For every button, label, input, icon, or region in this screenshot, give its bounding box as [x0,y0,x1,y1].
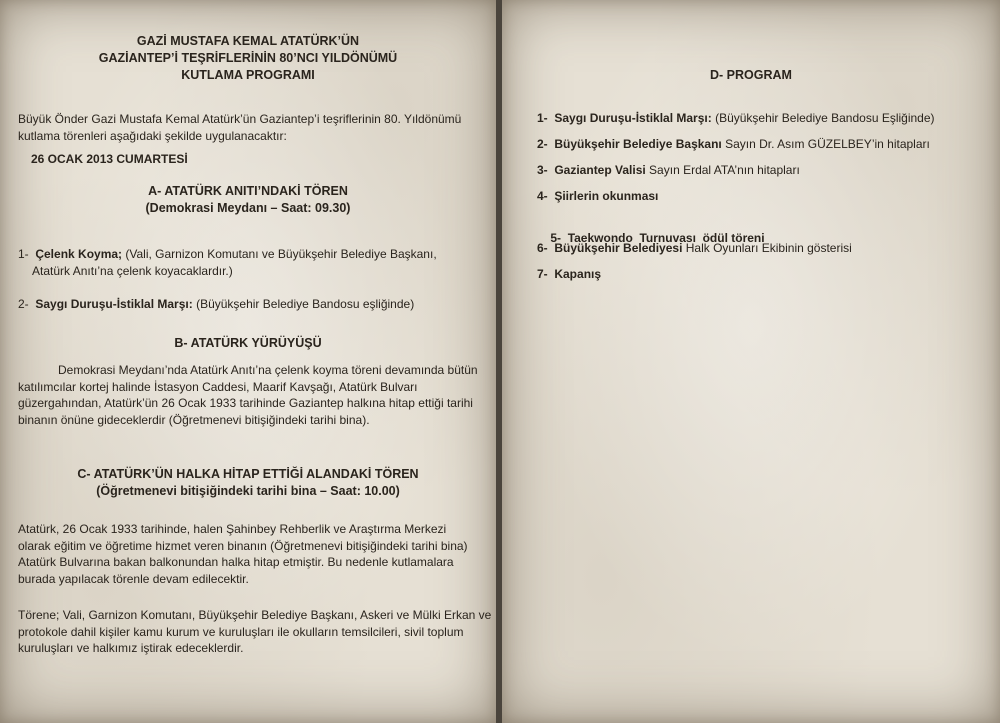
section-c-heading [30,466,466,500]
item-number: 2- [537,137,548,151]
title-line-3: KUTLAMA PROGRAMI [181,68,315,82]
section-a-subtitle: (Demokrasi Meydanı – Saat: 09.30) [145,201,351,215]
item-text: (Vali, Garnizon Komutanı ve Büyükşehir Belediye Başkanı, [122,247,437,261]
item-bold: Çelenk Koyma; [35,247,123,261]
section-b-title: B- ATATÜRK YÜRÜYÜŞÜ [174,336,322,350]
section-c-paragraph-2: Törene; Vali, Garnizon Komutanı, Büyükşehir Belediye Başkanı, Askeri ve Mülki Erkan ve protokole dahil kişiler kamu kurum ve kuruluşları ile okulların temsilcileri, sivil toplum kuruluşları ve halkımız iştirak edeceklerdir. [18,608,492,655]
section-c-subtitle: (Öğretmenevi bitişiğindeki tarihi bina – Saat: 10.00) [96,484,400,498]
item-bold: Saygı Duruşu-İstiklal Marşı: [35,297,193,311]
item-number: 4- [537,189,548,203]
item-bold: Gaziantep Valisi [554,163,646,177]
event-date: 26 OCAK 2013 CUMARTESİ [31,152,188,166]
item-bold: Şiirlerin okunması [554,189,659,203]
item-number: 5- [550,231,562,245]
item-bold: Saygı Duruşu-İstiklal Marşı: [554,111,712,125]
program-item-7 [537,266,601,282]
item-bold: Taekwondo Turnuvası ödül töreni [567,231,765,245]
section-a-title: A- ATATÜRK ANITI’NDAKİ TÖREN [148,184,348,198]
item-number: 7- [537,267,548,281]
section-b-paragraph: Demokrasi Meydanı’nda Atatürk Anıtı’na çelenk koyma töreni devamında bütün katılımcılar kortej halinde İstasyon Caddesi, Maarif Kavşağı, Atatürk Bulvarı güzergahından, Atatürk’ün 26 Ocak 1933 tarihinde Gaziantep halkına hitap ettiği tarihi binanın önüne gideceklerdir (Öğretmenevi bitişiğindeki tarihi bina). [18,363,478,427]
section-d-title: D- PROGRAM [710,68,792,82]
title-line-1: GAZİ MUSTAFA KEMAL ATATÜRK’ÜN [136,34,360,48]
item-text: (Büyükşehir Belediye Bandosu eşliğinde) [192,297,415,311]
section-a-item-2 [18,296,488,313]
program-item-3 [537,162,800,178]
item-text: Halk Oyunları Ekibinin gösterisi [682,241,852,255]
item-bold: Büyükşehir Belediye Başkanı [554,137,722,151]
section-a-item-1 [18,246,488,279]
program-item-1 [537,110,935,126]
program-title [40,33,456,84]
section-a-heading [40,183,456,217]
item-number: 6- [537,241,548,255]
right-page [502,0,1000,723]
section-c-title: C- ATATÜRK’ÜN HALKA HİTAP ETTİĞİ ALANDAKİ TÖREN [77,467,419,481]
item-number: 1- [537,111,548,125]
item-text: Sayın Dr. Asım GÜZELBEY’in hitapları [721,137,930,151]
item-number: 3- [537,163,548,177]
item-number: 1- [18,247,29,261]
program-item-2 [537,136,930,152]
left-page [0,0,496,723]
item-bold: Kapanış [554,267,602,281]
item-text: (Büyükşehir Belediye Bandosu Eşliğinde) [711,111,935,125]
program-item-4 [537,188,658,204]
item-number: 2- [18,297,29,311]
title-line-2: GAZİANTEP’İ TEŞRİFLERİNİN 80’NCI YILDÖNÜMÜ [98,51,398,65]
item-text: Sayın Erdal ATA’nın hitapları [645,163,800,177]
item-text-cont: Atatürk Anıtı’na çelenk koyacaklardır.) [32,263,233,278]
section-c-paragraph-1: Atatürk, 26 Ocak 1933 tarihinde, halen Şahinbey Rehberlik ve Araştırma Merkezi olarak eğitim ve öğretime hizmet veren binanın (Öğretmenevi bitişiğindeki tarihi bina) Atatürk Bulvarına bakan balkonundan halka hitap etmiştir. Bu nedenle kutlamalara burada yapılacak törenle devam edilecektir. [18,522,468,586]
intro-paragraph: Büyük Önder Gazi Mustafa Kemal Atatürk’ün Gaziantep’i teşriflerinin 80. Yıldönümü kutlama törenleri aşağıdaki şekilde uygulanacaktır: [18,112,462,143]
item-bold: Büyükşehir Belediyesi [554,241,683,255]
program-item-6 [537,240,852,256]
